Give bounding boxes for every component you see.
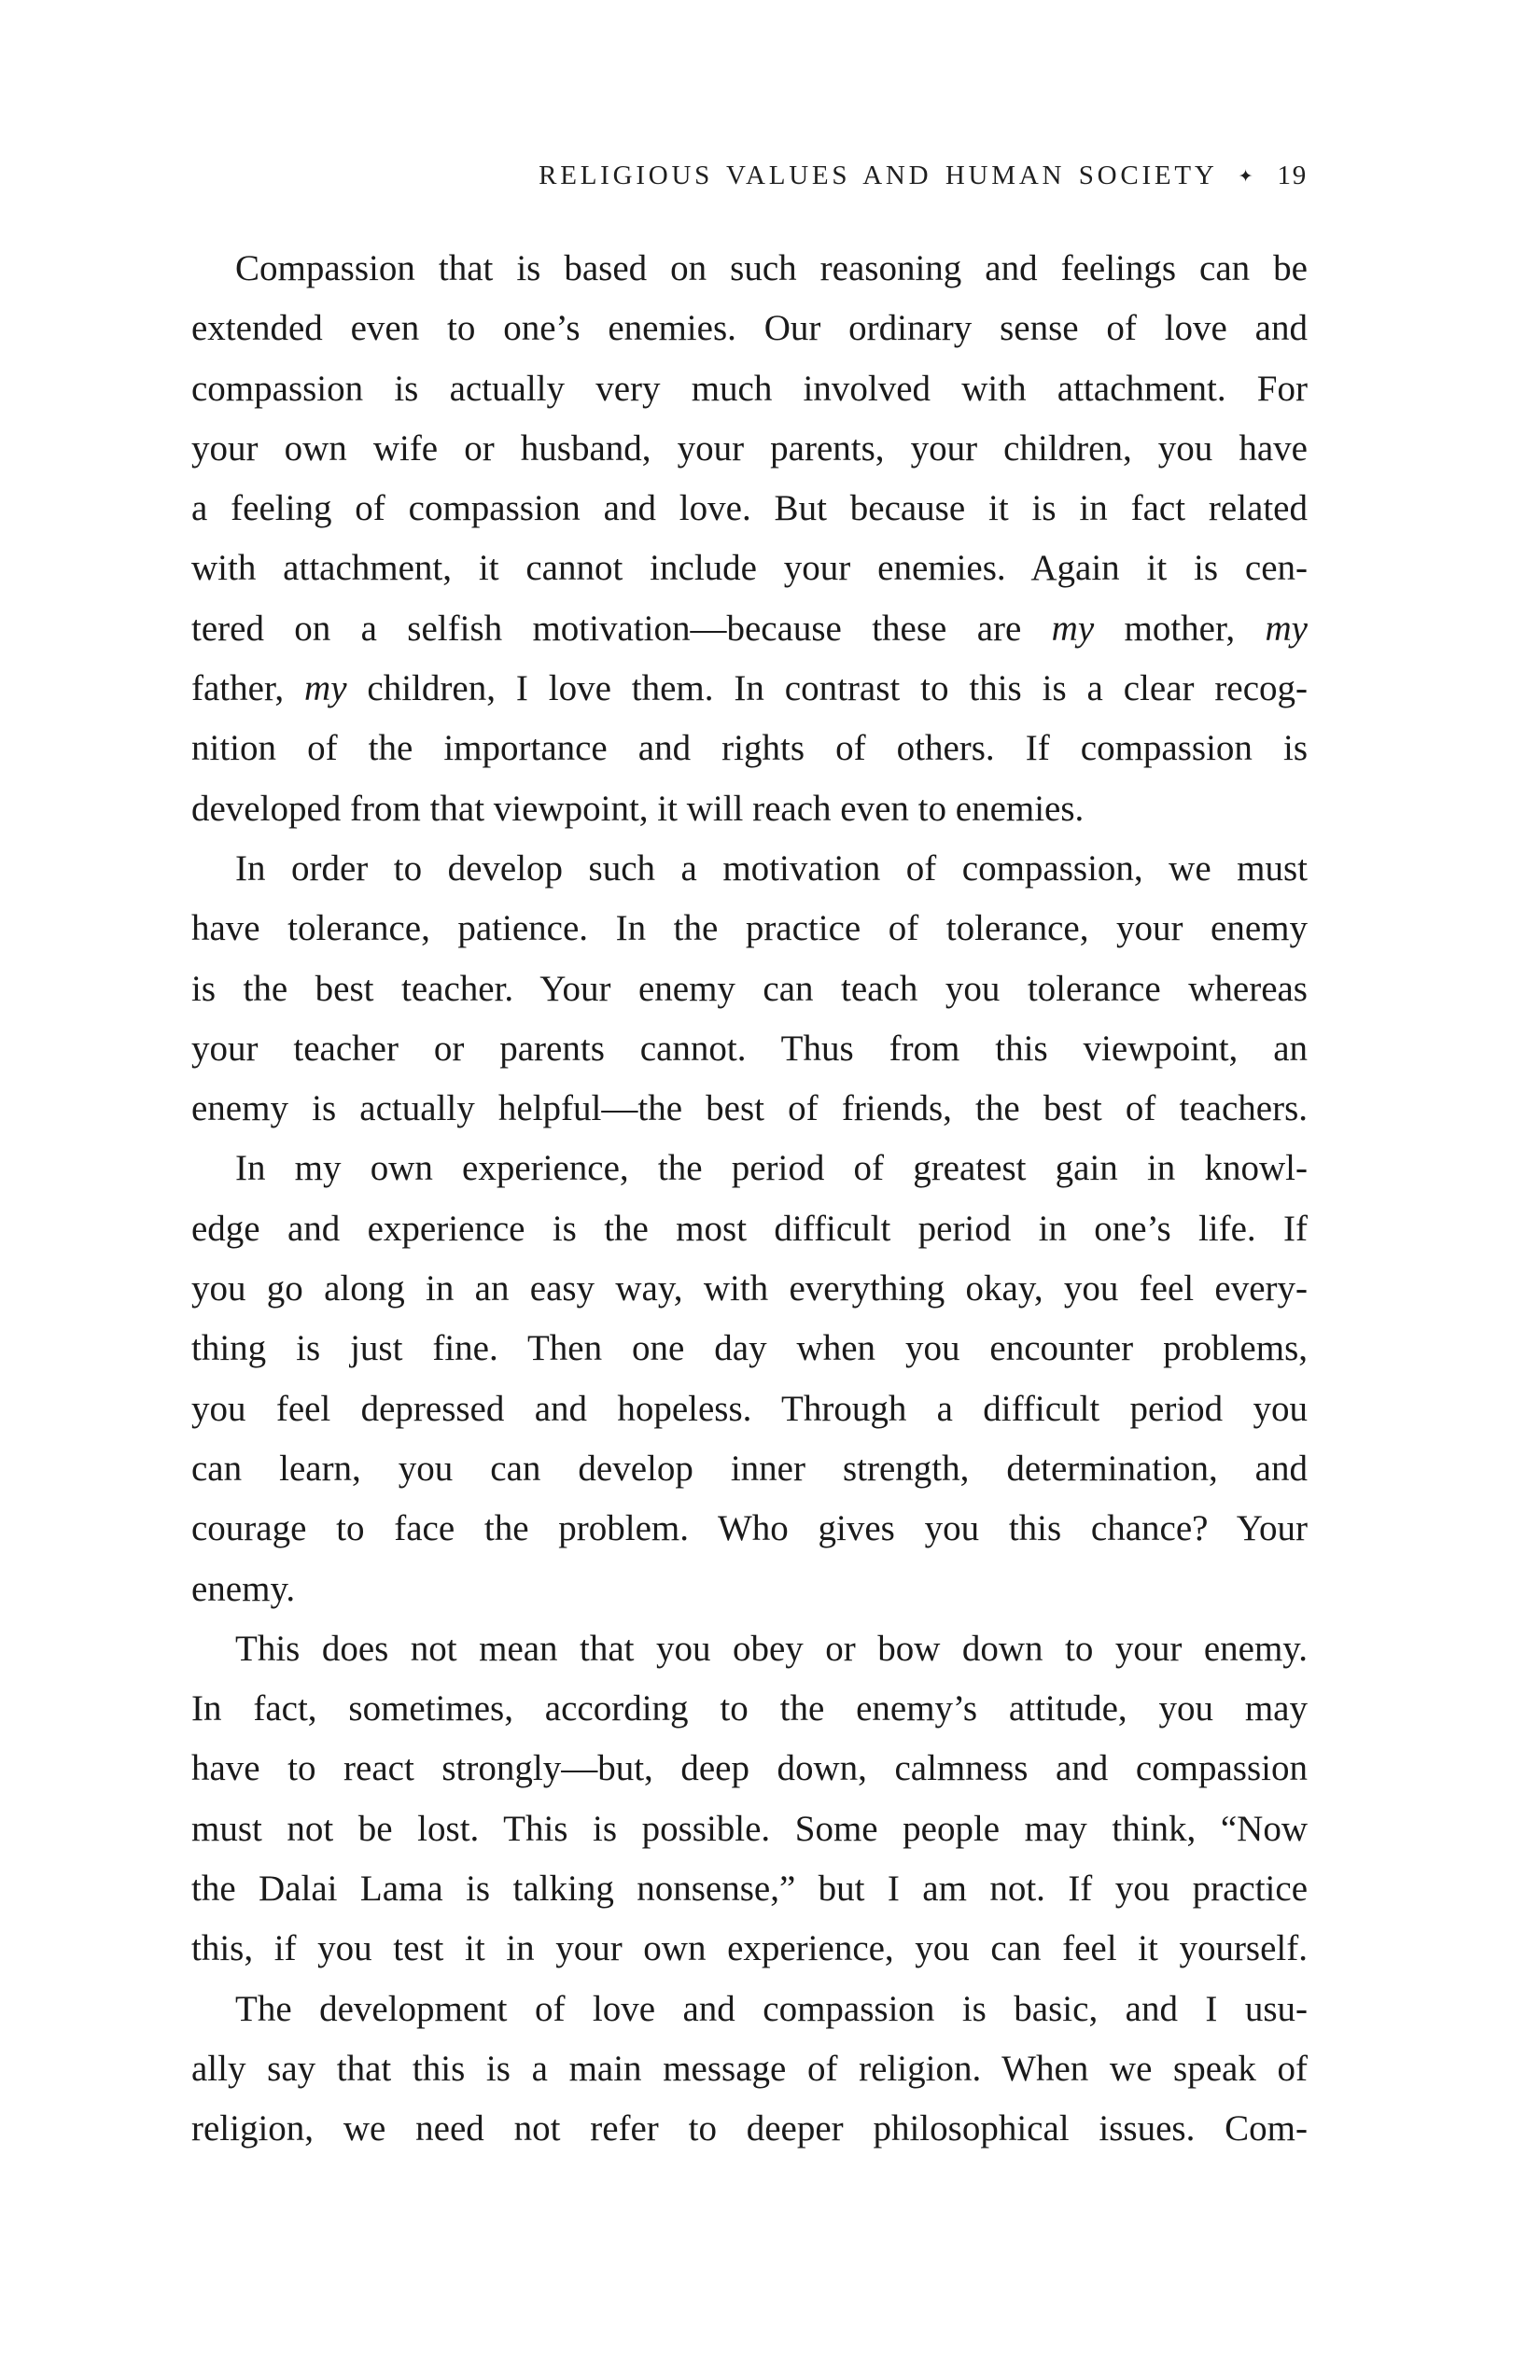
text-segment: a feeling of compassion and love. But because it is in fact related [191,488,1308,529]
text-line [191,1859,1308,1919]
text-segment: ally say that this is a main message of religion. When we speak of [191,2048,1308,2089]
text-segment: is the best teacher. Your enemy can teach you tolerance whereas [191,968,1308,1009]
text-segment: this, if you test it in your own experience, you can feel it yourself. [191,1928,1308,1969]
text-segment: This does not mean that you obey or bow down to your enemy. [235,1628,1308,1669]
text-segment: compassion is actually very much involved with attachment. For [191,368,1308,409]
text-segment: In fact, sometimes, according to the enemy’s attitude, you may [191,1688,1308,1729]
text-segment: mother, [1094,608,1266,649]
text-line [191,1739,1308,1799]
paragraph [191,1980,1308,2160]
text-line [191,839,1308,899]
text-segment: tered on a selfish motivation—because these are [191,608,1052,649]
text-segment: In order to develop such a motivation of compassion, we must [235,847,1308,889]
text-segment: you feel depressed and hopeless. Through a difficult period you [191,1388,1308,1429]
text-segment: your own wife or husband, your parents, your children, you have [191,427,1308,469]
text-line [191,539,1308,598]
text-segment: enemy. [191,1568,296,1609]
page-number: 19 [1277,161,1308,190]
text-segment: you go along in an easy way, with everything okay, you feel every- [191,1268,1308,1309]
text-line [191,1980,1308,2039]
text-line [191,1919,1308,1979]
text-line [191,899,1308,959]
text-line [191,1019,1308,1079]
text-segment: edge and experience is the most difficult period in one’s life. If [191,1208,1308,1249]
text-segment: In my own experience, the period of greatest gain in knowl- [235,1148,1308,1189]
text-line [191,1499,1308,1559]
running-header [191,161,1308,191]
text-segment: Compassion that is based on such reasoning and feelings can be [235,248,1308,288]
paragraph [191,1619,1308,1980]
text-segment: must not be lost. This is possible. Some people may think, “Now [191,1808,1308,1849]
text-segment: courage to face the problem. Who gives you this chance? Your [191,1508,1308,1549]
paragraph [191,239,1308,839]
text-line [191,1139,1308,1198]
text-line [191,2039,1308,2099]
text-line [191,239,1308,299]
running-title: RELIGIOUS VALUES AND HUMAN SOCIETY [539,161,1218,190]
text-line [191,779,1308,839]
text-segment: your teacher or parents cannot. Thus from this viewpoint, an [191,1028,1308,1069]
text-line [191,1439,1308,1499]
text-line [191,1679,1308,1739]
text-line [191,419,1308,479]
text-line [191,659,1308,719]
text-segment: have to react strongly—but, deep down, calmness and compassion [191,1748,1308,1789]
text-segment: nition of the importance and rights of others. If compassion is [191,728,1308,769]
text-segment: thing is just fine. Then one day when you encounter problems, [191,1328,1308,1369]
text-line [191,599,1308,659]
text-segment: children, I love them. In contrast to this is a clear recog- [346,668,1308,709]
page-body [191,239,1308,2160]
paragraph [191,1139,1308,1618]
paragraph [191,839,1308,1139]
italic-text: my [1051,608,1095,649]
text-line [191,1259,1308,1319]
text-segment: enemy is actually helpful—the best of friends, the best of teachers. [191,1088,1308,1129]
text-line [191,1619,1308,1679]
italic-text: my [304,668,347,709]
text-line [191,1560,1308,1619]
text-segment: father, [191,668,305,709]
text-segment: developed from that viewpoint, it will reach even to enemies. [191,788,1085,829]
text-segment: The development of love and compassion is basic, and I usu- [235,1988,1308,2029]
text-segment: can learn, you can develop inner strength, determination, and [191,1448,1308,1489]
italic-text: my [1265,608,1308,649]
text-line [191,719,1308,778]
text-line [191,359,1308,419]
text-segment: religion, we need not refer to deeper philosophical issues. Com- [191,2108,1308,2149]
text-segment: extended even to one’s enemies. Our ordinary sense of love and [191,308,1308,349]
text-line [191,1319,1308,1379]
four-pointed-star-icon: ✦ [1238,166,1253,187]
text-line [191,1799,1308,1859]
text-line [191,1379,1308,1439]
text-line [191,2099,1308,2159]
text-segment: with attachment, it cannot include your enemies. Again it is cen- [191,548,1308,589]
text-line [191,479,1308,539]
text-line [191,959,1308,1019]
text-segment: have tolerance, patience. In the practice of tolerance, your enemy [191,908,1308,949]
text-line [191,1199,1308,1259]
text-line [191,1079,1308,1139]
text-segment: the Dalai Lama is talking nonsense,” but I am not. If you practice [191,1869,1308,1910]
text-line [191,299,1308,358]
